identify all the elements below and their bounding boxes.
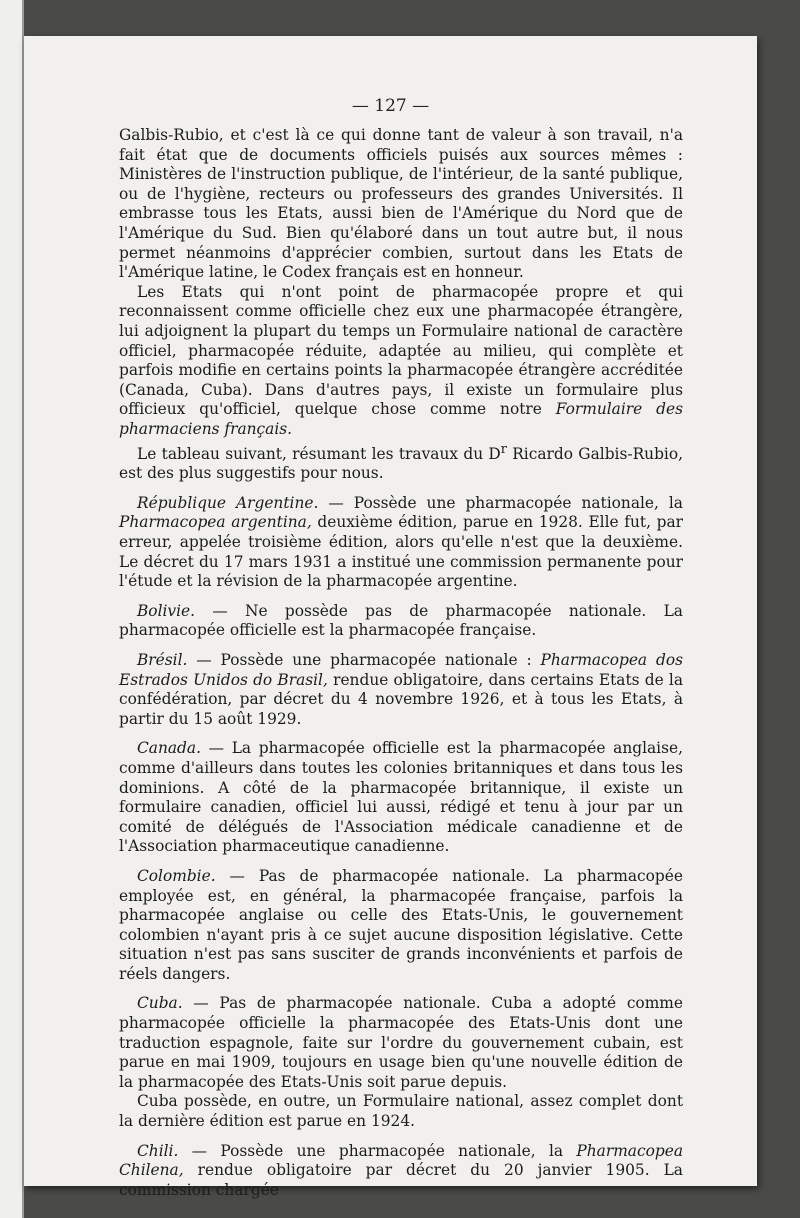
country-name: Canada. [137, 739, 201, 758]
country-name: Bolivie. [137, 601, 196, 620]
paragraph-intro: Galbis-Rubio, et c'est là ce qui donne tant de valeur à son travail, n'a fait état que de documents officiels puisés aux sources mêmes : Ministères de l'instruction publique, de l'intérieur, de la santé publique, ou de l'hygiène, recteurs ou professeurs des grandes Universités. Il embrasse tous les Etats, aussi bien de l'Amérique du Nord que de l'Amérique du Sud. Bien qu'élaboré dans un tout autre but, il nous permet néanmoins d'apprécier combien, surtout dans les Etats de l'Amérique latine, le Codex français est en honneur. [119, 126, 683, 282]
country-name: Brésil. [137, 650, 188, 669]
entry-argentine: République Argentine. — Possède une pharmacopée nationale, la Pharmacopea argentina, deuxième édition, parue en 1928. Elle fut, par erreur, appelée troisième édition, alors qu'elle n'est que la deuxième. Le décret du 17 mars 1931 a institué une commission permanente pour l'étude et la révision de la pharmacopée argentine. [119, 493, 683, 591]
paragraph-formulaire: Les Etats qui n'ont point de pharmacopée propre et qui reconnaissent comme officielle chez eux une pharmacopée étrangère, lui adjoignent la plupart du temps un Formulaire national de caractère officiel, pharmacopée réduite, adaptée au milieu, qui complète et parfois modifie en certains points la pharmacopée étrangère accréditée (Canada, Cuba). Dans d'autres pays, il existe un formulaire plus officieux qu'officiel, quelque chose comme notre Formulaire des pharmaciens français. [119, 282, 683, 438]
entry-canada: Canada. — La pharmacopée officielle est la pharmacopée anglaise, comme d'ailleurs dans toutes les colonies britanniques et dans tous les dominions. A côté de la pharmacopée britannique, il existe un formulaire canadien, officiel lui aussi, rédigé et tenu à jour par un comité de délégués de l'Association médicale canadienne et de l'Association pharmaceutique canadienne. [119, 739, 683, 856]
entry-chili: Chili. — Possède une pharmacopée nationale, la Pharmacopea Chilena, rendue obligatoire par décret du 20 janvier 1905. La commission chargée [119, 1141, 683, 1199]
paragraph-cuba-formulaire: Cuba possède, en outre, un Formulaire national, assez complet dont la dernière édition est parue en 1924. [119, 1092, 683, 1131]
entry-bolivie: Bolivie. — Ne possède pas de pharmacopée nationale. La pharmacopée officielle est la pharmacopée française. [119, 601, 683, 640]
country-name: Chili. [137, 1141, 179, 1160]
country-name: République Argentine. [137, 493, 319, 512]
country-name: Colombie. [137, 866, 216, 885]
body-text [119, 126, 683, 1200]
country-name: Cuba. [137, 994, 183, 1013]
paragraph-tableau: Le tableau suivant, résumant les travaux du $D^r$ Ricardo Galbis-Rubio, est des plus suggestifs pour nous. [119, 441, 684, 483]
document-page [24, 36, 757, 1199]
page-number: — 127 — [351, 96, 430, 116]
adjacent-page-edge [0, 0, 24, 1218]
entry-colombie: Colombie. — Pas de pharmacopée nationale. La pharmacopée employée est, en général, la pharmacopée française, parfois la pharmacopée anglaise ou celle des Etats-Unis, le gouvernement colombien n'ayant pris à ce sujet aucune disposition législative. Cette situation n'est pas sans susciter de grands inconvénients et parfois de réels dangers. [119, 866, 683, 983]
entry-cuba: Cuba. — Pas de pharmacopée nationale. Cuba a adopté comme pharmacopée officielle la pharmacopée des Etats-Unis dont une traduction espagnole, faite sur l'ordre du gouvernement cubain, est parue en mai 1909, toujours en usage bien qu'une nouvelle édition de la pharmacopée des Etats-Unis soit parue depuis. [119, 994, 683, 1091]
formulaire-title: Formulaire des pharmaciens français. [119, 400, 683, 438]
entry-bresil: Brésil. — Possède une pharmacopée nationale : Pharmacopea dos Estrados Unidos do Brasil, rendue obligatoire, dans certains Etats de la confédération, par décret du 4 novembre 1926, et à tous les Etats, à partir du 15 août 1929. [119, 650, 683, 728]
